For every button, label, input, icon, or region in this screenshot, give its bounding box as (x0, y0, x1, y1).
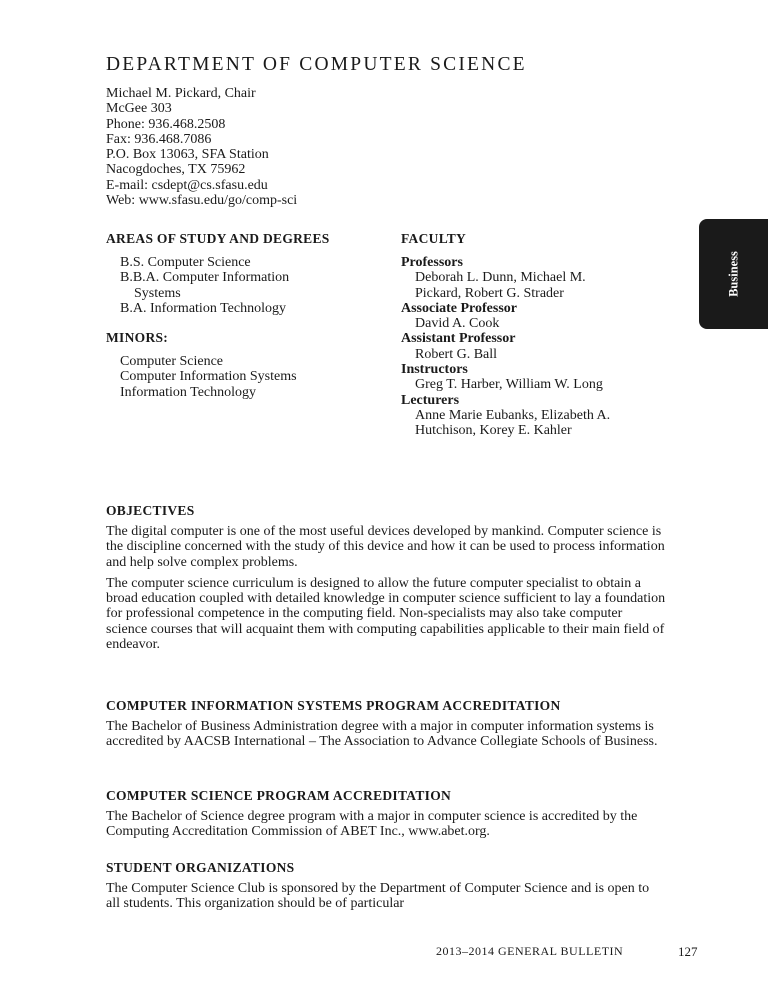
degree-item: B.A. Information Technology (120, 300, 286, 316)
areas-column (106, 231, 376, 400)
student-organizations-heading: STUDENT ORGANIZATIONS (106, 860, 295, 875)
fax: Fax: 936.468.7086 (106, 131, 212, 147)
objectives-section (106, 503, 666, 652)
rank-professors: Professors (401, 255, 463, 270)
contact-block (106, 86, 297, 208)
faculty-list (401, 255, 701, 439)
objectives-paragraph: The digital computer is one of the most useful devices developed by mankind. Computer science is the discipline concerned with the study of this device and how it can be used to process information and help solve complex problems. (106, 524, 665, 570)
faculty-names: David A. Cook (415, 316, 500, 332)
cs-accreditation-paragraph: The Bachelor of Science degree program with a major in computer science is accredited by the Computing Accreditation Commission of ABET Inc., www.abet.org. (106, 809, 638, 840)
faculty-names: Hutchison, Korey E. Kahler (415, 423, 572, 439)
rank-associate-professor: Associate Professor (401, 300, 517, 316)
degree-item: B.B.A. Computer Information (120, 270, 290, 286)
rank-assistant-professor: Assistant Professor (401, 331, 516, 347)
minor-item: Information Technology (120, 384, 257, 400)
faculty-names: Robert G. Ball (415, 346, 498, 362)
po-box: P.O. Box 13063, SFA Station (106, 147, 269, 163)
rank-lecturers: Lecturers (401, 392, 460, 408)
section-tab-business (699, 219, 768, 329)
student-organizations-paragraph: The Computer Science Club is sponsored by the Department of Computer Science and is open to all students. This organization should be of particular (106, 881, 650, 912)
cs-accreditation-heading: COMPUTER SCIENCE PROGRAM ACCREDITATION (106, 788, 452, 803)
minors-heading: MINORS: (106, 330, 169, 346)
degree-item: B.S. Computer Science (120, 255, 251, 270)
student-organizations-section (106, 860, 666, 912)
objectives-paragraph: The computer science curriculum is designed to allow the future computer specialist to obtain a broad education coupled with detailed knowledge in computer science sufficient to lay a foundation for professional competence in the computing field. Non-specialists may also take computer science courses that will acquaint them with computing capabilities applicable to their main field of endeavor. (106, 575, 666, 653)
rank-instructors: Instructors (401, 362, 468, 378)
objectives-heading: OBJECTIVES (106, 503, 195, 518)
phone: Phone: 936.468.2508 (106, 116, 226, 132)
degree-list (106, 255, 376, 316)
cis-accreditation-heading: COMPUTER INFORMATION SYSTEMS PROGRAM ACCREDITATION (106, 698, 561, 713)
faculty-names: Pickard, Robert G. Strader (415, 285, 564, 301)
degree-item-continued: Systems (134, 285, 181, 301)
faculty-names: Anne Marie Eubanks, Elizabeth A. (415, 407, 611, 423)
footer-bulletin: 2013–2014 GENERAL BULLETIN (436, 944, 624, 958)
web: Web: www.sfasu.edu/go/comp-sci (106, 193, 298, 209)
chair-name: Michael M. Pickard, Chair (106, 86, 256, 101)
office: McGee 303 (106, 101, 172, 117)
cis-accreditation-paragraph: The Bachelor of Business Administration degree with a major in computer information systems is accredited by AACSB International – The Association to Advance Collegiate Schools of Business. (106, 719, 658, 750)
faculty-column (401, 231, 701, 439)
faculty-names: Greg T. Harber, William W. Long (415, 377, 603, 393)
cis-accreditation-section (106, 698, 666, 750)
minors-list (106, 354, 376, 400)
page-title: DEPARTMENT OF COMPUTER SCIENCE (106, 54, 527, 75)
section-tab-label: Business (726, 251, 740, 297)
minor-item: Computer Information Systems (120, 369, 297, 385)
areas-heading: AREAS OF STUDY AND DEGREES (106, 231, 330, 246)
faculty-names: Deborah L. Dunn, Michael M. (415, 270, 586, 286)
minor-item: Computer Science (120, 354, 224, 370)
email: E-mail: csdept@cs.sfasu.edu (106, 177, 268, 193)
cs-accreditation-section (106, 788, 666, 840)
city-state: Nacogdoches, TX 75962 (106, 162, 246, 178)
page-number: 127 (678, 944, 698, 959)
faculty-heading: FACULTY (401, 231, 467, 246)
